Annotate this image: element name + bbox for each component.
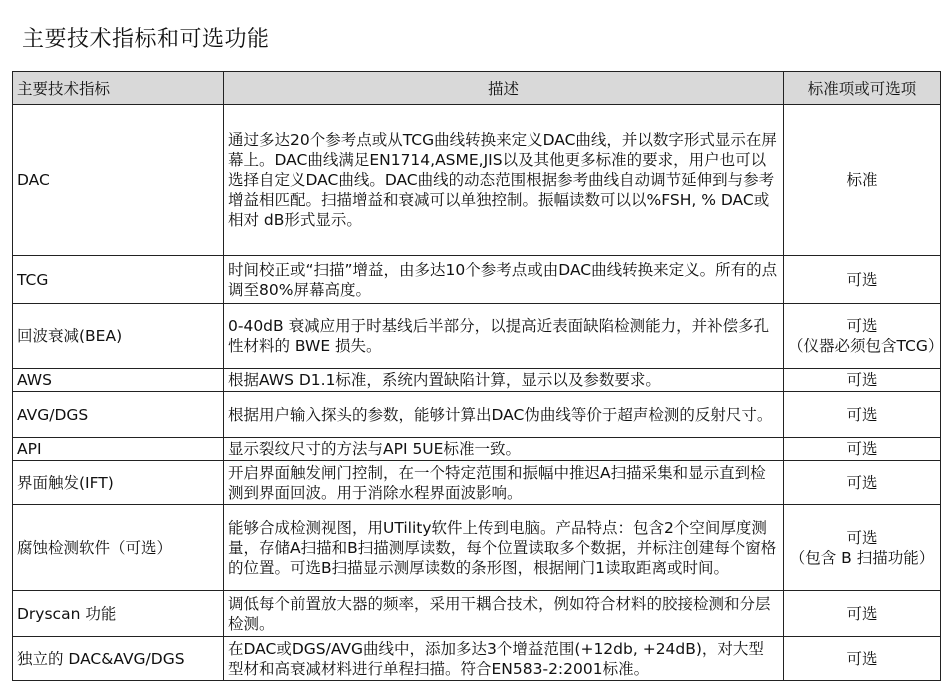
- row-description: 根据用户输入探头的参数，能够计算出DAC伪曲线等价于超声检测的反射尺寸。: [224, 392, 784, 438]
- header-indicator: 主要技术指标: [13, 72, 224, 105]
- table-row: [13, 105, 941, 256]
- row-standard: 可选: [784, 438, 941, 461]
- row-description: 0-40dB 衰减应用于时基线后半部分，以提高近表面缺陷检测能力，并补偿多孔性材料的 BWE 损失。: [224, 304, 784, 369]
- table-row: [13, 392, 941, 438]
- table-row: [13, 304, 941, 369]
- row-standard: 可选: [784, 637, 941, 681]
- spec-table: [12, 71, 944, 681]
- table-row: [13, 438, 941, 461]
- row-name: AVG/DGS: [13, 392, 224, 438]
- row-description: 在DAC或DGS/AVG曲线中，添加多达3个增益范围(+12db, +24dB)，对大型型材和高衰减材料进行单程扫描。符合EN583-2:2001标准。: [224, 637, 784, 681]
- row-name: AWS: [13, 369, 224, 392]
- table-row: [13, 591, 941, 637]
- row-description: 能够合成检测视图，用UTility软件上传到电脑。产品特点：包含2个空间厚度测量，存储A扫描和B扫描测厚读数，每个位置读取多个数据，并标注创建每个窗格的位置。可选B扫描显示测厚读数的条形图，根据闸门1读取距离或时间。: [224, 505, 784, 591]
- table-row: [13, 369, 941, 392]
- table-row: [13, 256, 941, 304]
- table-row: [13, 461, 941, 505]
- row-name: Dryscan 功能: [13, 591, 224, 637]
- row-description: 调低每个前置放大器的频率，采用干耦合技术，例如符合材料的胶接检测和分层检测。: [224, 591, 784, 637]
- table-header-row: [13, 72, 941, 105]
- row-description: 通过多达20个参考点或从TCG曲线转换来定义DAC曲线，并以数字形式显示在屏幕上。DAC曲线满足EN1714,ASME,JIS以及其他更多标准的要求，用户也可以选择自定义DAC曲线。DAC曲线的动态范围根据参考曲线自动调节延伸到与参考增益相匹配。扫描增益和衰减可以单独控制。振幅读数可以以%FSH, % DAC或相对 dB形式显示。: [224, 105, 784, 256]
- row-standard: 可选 （仪器必须包含TCG）: [784, 304, 941, 369]
- row-standard: 可选: [784, 369, 941, 392]
- row-name: 界面触发(IFT): [13, 461, 224, 505]
- row-name: API: [13, 438, 224, 461]
- row-standard: 可选: [784, 392, 941, 438]
- row-name: 独立的 DAC&AVG/DGS: [13, 637, 224, 681]
- table-row: [13, 505, 941, 591]
- header-standard-optional: 标准项或可选项: [784, 72, 941, 105]
- table-row: [13, 637, 941, 681]
- header-description: 描述: [224, 72, 784, 105]
- row-name: 腐蚀检测软件（可选）: [13, 505, 224, 591]
- row-description: 根据AWS D1.1标准，系统内置缺陷计算，显示以及参数要求。: [224, 369, 784, 392]
- row-standard: 可选: [784, 591, 941, 637]
- row-description: 显示裂纹尺寸的方法与API 5UE标准一致。: [224, 438, 784, 461]
- row-name: 回波衰减(BEA): [13, 304, 224, 369]
- row-name: DAC: [13, 105, 224, 256]
- row-description: 时间校正或“扫描”增益，由多达10个参考点或由DAC曲线转换来定义。所有的点调至80%屏幕高度。: [224, 256, 784, 304]
- row-description: 开启界面触发闸门控制，在一个特定范围和振幅中推迟A扫描采集和显示直到检测到界面回波。用于消除水程界面波影响。: [224, 461, 784, 505]
- row-standard: 可选: [784, 256, 941, 304]
- row-standard: 可选 （包含 B 扫描功能）: [784, 505, 941, 591]
- row-standard: 标准: [784, 105, 941, 256]
- page-heading: 主要技术指标和可选功能: [22, 27, 270, 52]
- row-name: TCG: [13, 256, 224, 304]
- row-standard: 可选: [784, 461, 941, 505]
